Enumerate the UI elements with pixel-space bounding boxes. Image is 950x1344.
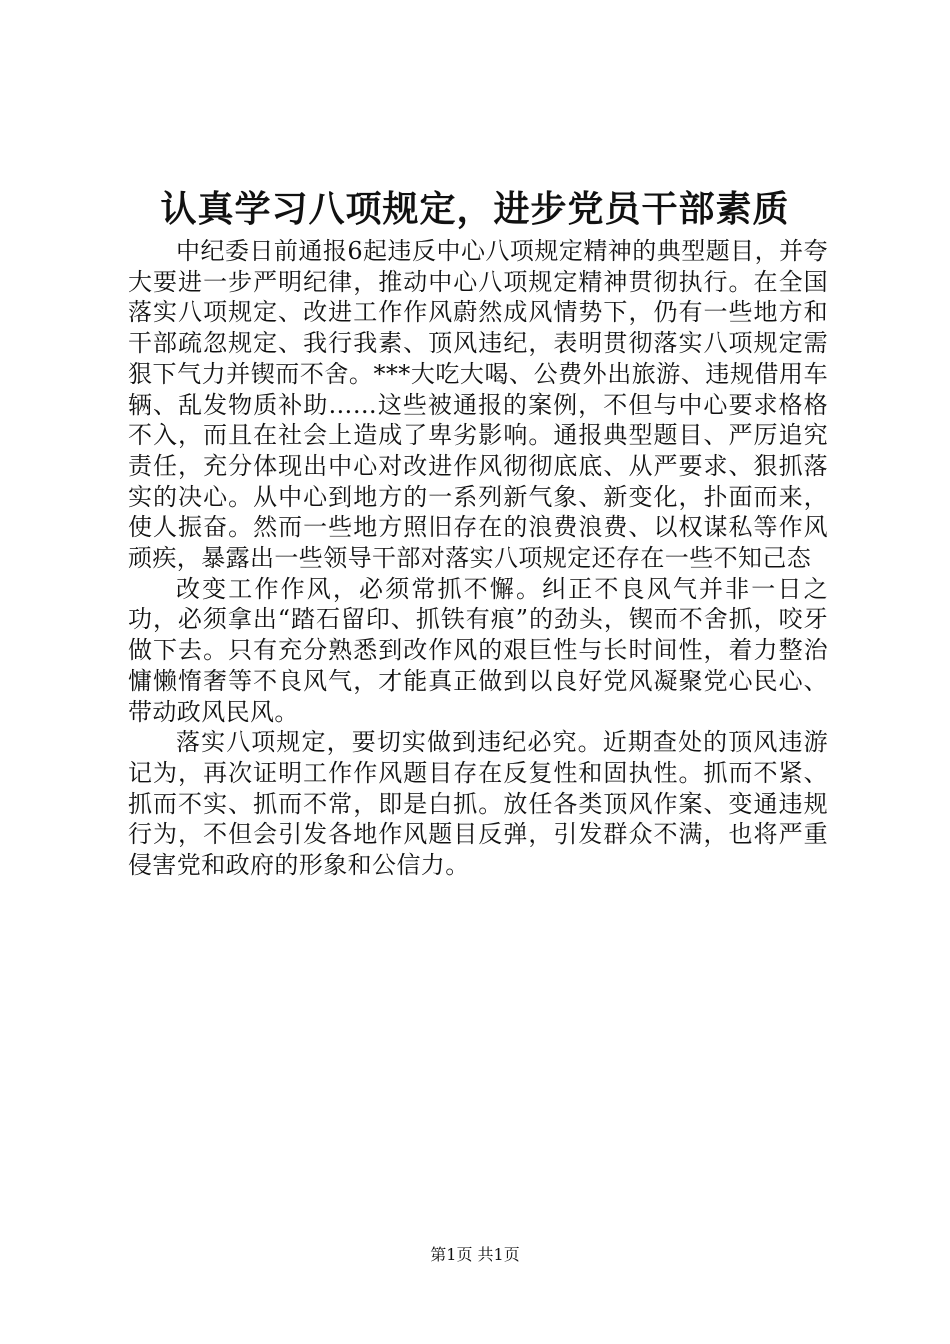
document-body bbox=[128, 236, 828, 881]
document-title: 认真学习八项规定，进步党员干部素质 bbox=[160, 188, 790, 230]
paragraph: 落实八项规定，要切实做到违纪必究。近期查处的顶风违游记为，再次证明工作作风题目存在反复性和固执性。抓而不紧、抓而不实、抓而不常，即是白抓。放任各类顶风作案、变通违规行为，不但会引发各地作风题目反弹，引发群众不满，也将严重侵害党和政府的形象和公信力。 bbox=[128, 728, 828, 880]
paragraph: 中纪委日前通报6起违反中心八项规定精神的典型题目，并夸大要进一步严明纪律，推动中心八项规定精神贯彻执行。在全国落实八项规定、改进工作作风蔚然成风情势下，仍有一些地方和干部疏忽规定、我行我素、顶风违纪，表明贯彻落实八项规定需狠下气力并锲而不舍。***大吃大喝、公费外出旅游、违规借用车辆、乱发物质补助……这些被通报的案例，不但与中心要求格格不入，而且在社会上造成了卑劣影响。通报典型题目、严厉追究责任，充分体现出中心对改进作风彻彻底底、从严要求、狠抓落实的决心。从中心到地方的一系列新气象、新变化，扑面而来，使人振奋。然而一些地方照旧存在的浪费浪费、以权谋私等作风顽疾，暴露出一些领导干部对落实八项规定还存在一些不知己态 bbox=[128, 237, 828, 573]
paragraph: 改变工作作风，必须常抓不懈。纠正不良风气并非一日之功，必须拿出“踏石留印、抓铁有痕”的劲头，锲而不舍抓，咬牙做下去。只有充分熟悉到改作风的艰巨性与长时间性，着力整治慵懒惰奢等不良风气，才能真正做到以良好党风凝聚党心民心、带动政风民风。 bbox=[128, 574, 828, 726]
page-number-footer: 第1页 共1页 bbox=[430, 1245, 520, 1264]
